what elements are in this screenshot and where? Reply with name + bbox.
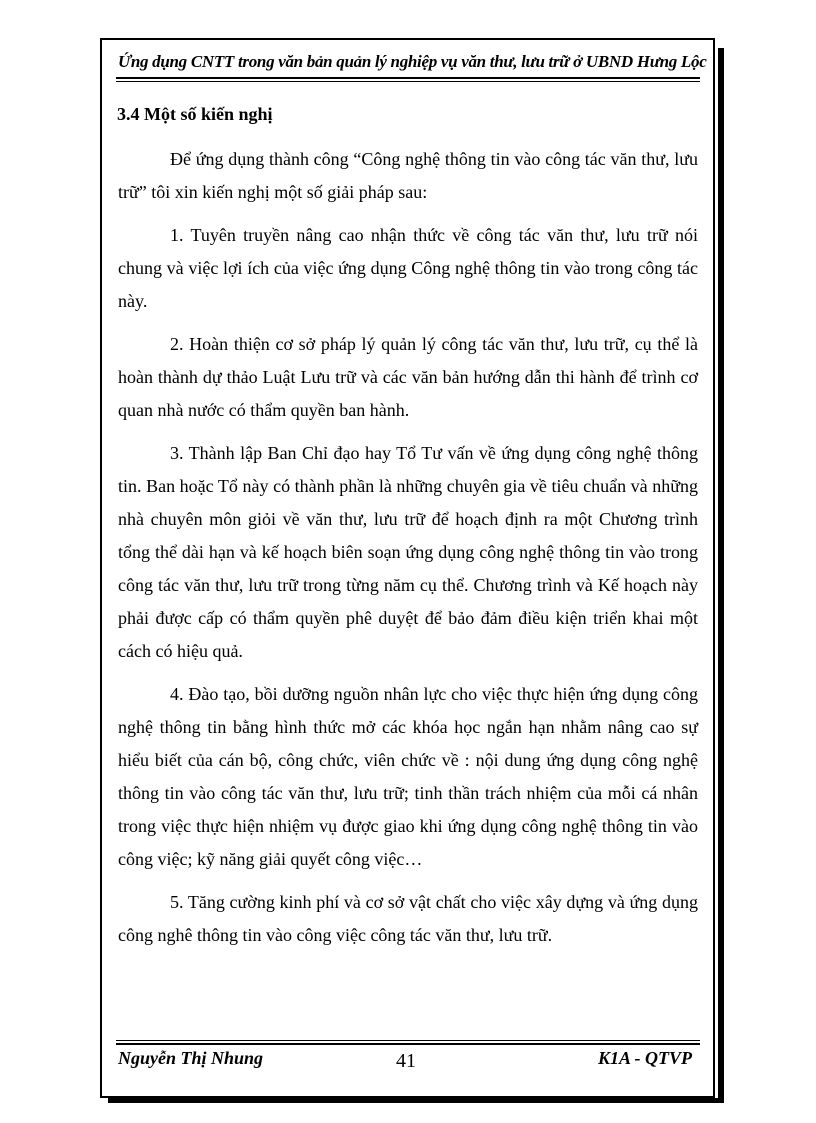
header-divider	[116, 77, 700, 82]
footer-class-code: K1A - QTVP	[597, 1048, 692, 1068]
paragraph-item-5: 5. Tăng cường kinh phí và cơ sở vật chất cho việc xây dựng và ứng dụng công nghê thông tin vào công việc công tác văn thư, lưu trữ.	[118, 892, 698, 945]
paragraph-item-4: 4. Đào tạo, bồi dưỡng nguồn nhân lực cho việc thực hiện ứng dụng công nghệ thông tin bằng hình thức mở các khóa học ngắn hạn nhằm nâng cao sự hiểu biết của cán bộ, công chức, viên chức về : nội dung ứng dụng công nghệ thông tin vào công tác văn thư, lưu trữ; tinh thần trách nhiệm của mỗi cá nhân trong việc thực hiện nhiệm vụ được giao khi ứng dụng công nghệ thông tin vào công việc; kỹ năng giải quyết công việc…	[118, 684, 698, 869]
running-header: Ứng dụng CNTT trong văn bản quản lý nghiệp vụ văn thư, lưu trữ ở UBND Hưng Lộc	[118, 52, 707, 71]
page-border-shadow-right	[718, 48, 724, 1102]
paragraph-item-1: 1. Tuyên truyền nâng cao nhận thức về công tác văn thư, lưu trữ nói chung và việc lợi ích của việc ứng dụng Công nghệ thông tin vào trong công tác này.	[118, 225, 698, 311]
paragraph-intro: Để ứng dụng thành công “Công nghệ thông tin vào công tác văn thư, lưu trữ” tôi xin kiến nghị một số giải pháp sau:	[118, 149, 698, 202]
section-heading: 3.4 Một số kiến nghị	[117, 104, 273, 124]
paragraph-item-2: 2. Hoàn thiện cơ sở pháp lý quản lý công tác văn thư, lưu trữ, cụ thể là hoàn thành dự thảo Luật Lưu trữ và các văn bản hướng dẫn thi hành để trình cơ quan nhà nước có thẩm quyền ban hành.	[118, 334, 698, 420]
body-text	[118, 143, 698, 962]
footer-author: Nguyễn Thị Nhung	[118, 1048, 264, 1068]
footer-divider	[116, 1040, 700, 1045]
page-border-shadow-bottom	[108, 1098, 724, 1103]
page-number: 41	[396, 1050, 416, 1072]
paragraph-item-3: 3. Thành lập Ban Chỉ đạo hay Tổ Tư vấn về ứng dụng công nghệ thông tin. Ban hoặc Tổ này có thành phần là những chuyên gia về tiêu chuẩn và những nhà chuyên môn giỏi về văn thư, lưu trữ để hoạch định ra một Chương trình tổng thể dài hạn và kế hoạch biên soạn ứng dụng công nghệ thông tin vào trong công tác văn thư, lưu trữ trong từng năm cụ thể. Chương trình và Kế hoạch này phải được cấp có thẩm quyền phê duyệt để bảo đảm điều kiện triển khai một cách có hiệu quả.	[118, 443, 698, 661]
